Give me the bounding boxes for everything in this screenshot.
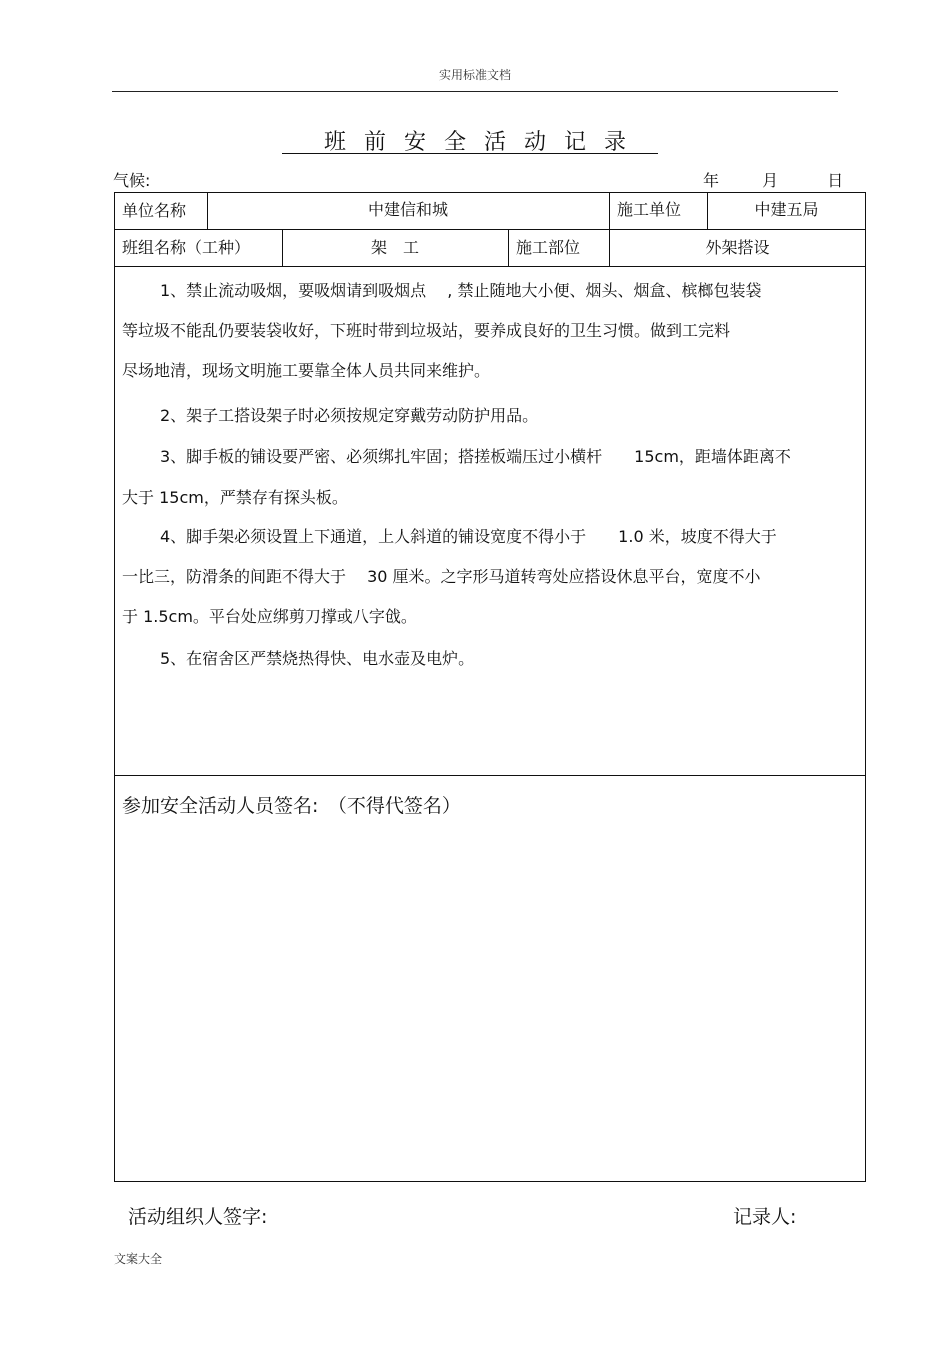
contractor-value: 中建五局 [754,200,819,219]
page-footer-text: 文案大全 [114,1252,163,1266]
signature-label: 参加安全活动人员签名: （不得代签名） [122,795,461,817]
table-row-divider [114,266,866,267]
date-month-label: 月 [762,171,779,190]
rule-line: 5、在宿舍区严禁烧热得快、电水壶及电炉。 [160,649,475,668]
unit-name-label: 单位名称 [122,201,187,220]
rule-line: 一比三，防滑条的间距不得大于 30 厘米。之字形马道转弯处应搭设休息平台，宽度不小 [122,567,761,586]
rule-line: 4、脚手架必须设置上下通道，上人斜道的铺设宽度不得小于 1.0 米，坡度不得大于 [160,527,777,546]
rule-line: 3、脚手板的铺设要严密、必须绑扎牢固；搭搓板端压过小横杆 15cm，距墙体距离不 [160,447,791,466]
page-header-text: 实用标准文档 [438,68,511,82]
team-name-value: 架 工 [370,238,419,257]
weather-label: 气候: [113,171,151,190]
date-year-label: 年 [703,171,720,190]
unit-name-value: 中建信和城 [367,200,448,219]
table-section-divider [114,775,866,776]
rule-line: 于 1.5cm。平台处应绑剪刀撑或八字戗。 [122,607,417,626]
document-title: 班前安全活动记录 [323,130,644,155]
table-col-divider [609,192,610,229]
contractor-label: 施工单位 [617,200,682,219]
recorder-label: 记录人: [733,1206,797,1228]
rule-line: 等垃圾不能乱仍要装袋收好，下班时带到垃圾站，要养成良好的卫生习惯。做到工完料 [122,321,731,340]
location-label: 施工部位 [516,238,581,257]
rule-line: 大于 15cm，严禁存有探头板。 [122,488,348,507]
date-day-label: 日 [827,171,844,190]
team-name-label: 班组名称（工种） [122,238,251,257]
table-col-divider [508,229,509,266]
rule-line: 1、禁止流动吸烟，要吸烟请到吸烟点 , 禁止随地大小便、烟头、烟盒、槟榔包装袋 [160,281,762,300]
rule-line: 尽场地清，现场文明施工要靠全体人员共同来维护。 [122,361,491,380]
title-underline [282,153,658,154]
organizer-signature-label: 活动组织人签字: [128,1206,268,1228]
location-value: 外架搭设 [705,238,770,257]
header-divider [112,91,838,92]
rule-line: 2、架子工搭设架子时必须按规定穿戴劳动防护用品。 [160,406,539,425]
table-row-divider [114,229,866,230]
date-fields [703,168,843,191]
